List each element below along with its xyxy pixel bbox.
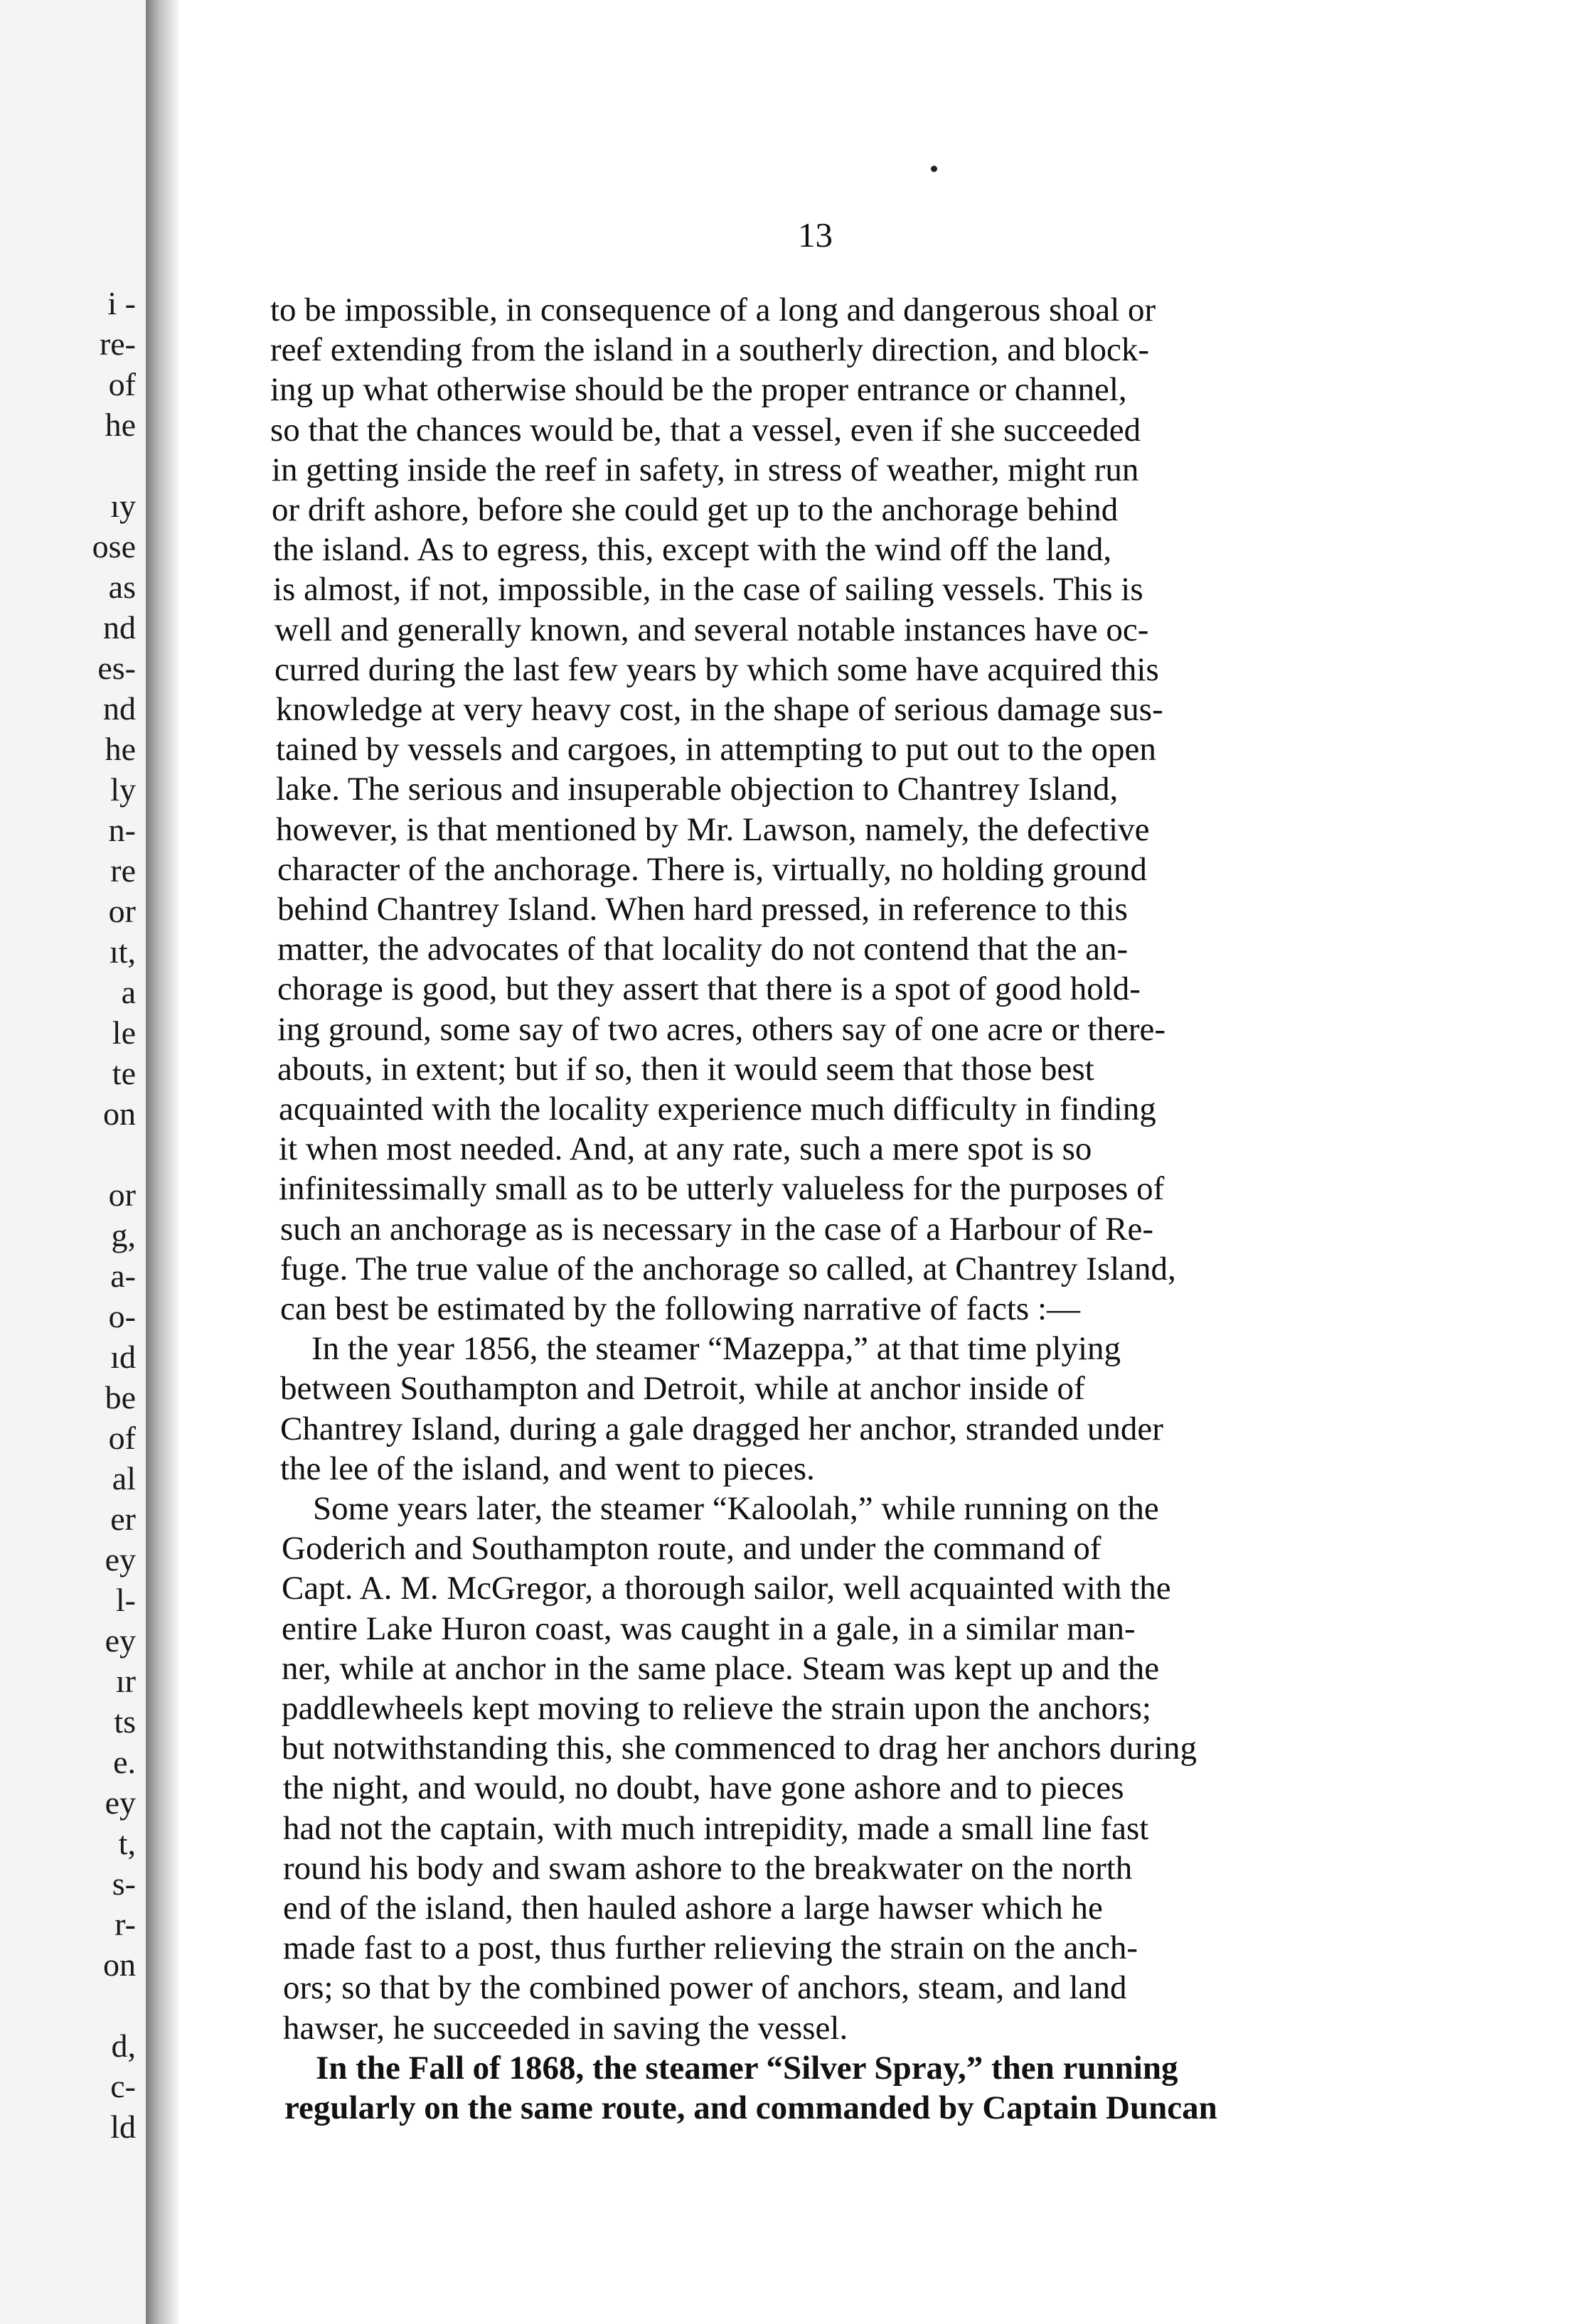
- text-line: in getting inside the reef in safety, in stress of weather, might run: [272, 451, 1139, 488]
- facing-page-fragment: l-: [115, 1582, 136, 1618]
- text-line: In the Fall of 1868, the steamer “Silver Spray,” then running: [316, 2050, 1178, 2087]
- text-line: curred during the last few years by which some have acquired this: [274, 651, 1159, 688]
- text-line: Chantrey Island, during a gale dragged her anchor, stranded under: [280, 1410, 1163, 1447]
- facing-page-edge: [0, 0, 146, 2324]
- text-line: infinitessimally small as to be utterly valueless for the purposes of: [279, 1170, 1165, 1207]
- text-line: well and generally known, and several notable instances have oc-: [274, 611, 1149, 648]
- text-line: matter, the advocates of that locality do not contend that the an-: [277, 931, 1129, 968]
- text-line: behind Chantrey Island. When hard pressed, in reference to this: [277, 891, 1128, 928]
- facing-page-fragment: or: [108, 893, 136, 929]
- facing-page-fragment: s-: [112, 1865, 136, 1902]
- facing-page-fragment: ır: [115, 1663, 136, 1699]
- facing-page-fragment: he: [105, 407, 136, 443]
- facing-page-fragment: c-: [110, 2068, 136, 2104]
- text-line: the lee of the island, and went to pieces.: [280, 1450, 815, 1487]
- text-line: tained by vessels and cargoes, in attempting to put out to the open: [276, 731, 1156, 768]
- facing-page-fragment: of: [108, 1420, 136, 1456]
- facing-page-fragment: of: [108, 366, 136, 402]
- text-line: end of the island, then hauled ashore a large hawser which he: [283, 1890, 1103, 1927]
- facing-page-fragment: he: [105, 731, 136, 767]
- facing-page-fragment: re-: [99, 326, 136, 362]
- facing-page-fragment: or: [108, 1177, 136, 1213]
- facing-page-fragment: ly: [110, 771, 136, 808]
- text-line: reef extending from the island in a southerly direction, and block-: [270, 331, 1149, 368]
- text-line: acquainted with the locality experience much difficulty in finding: [279, 1091, 1156, 1128]
- facing-page-fragment: ıd: [110, 1339, 136, 1375]
- facing-page-fragment: ey: [105, 1622, 136, 1659]
- facing-page-fragment: e.: [113, 1744, 136, 1780]
- text-line: is almost, if not, impossible, in the case of sailing vessels. This is: [273, 571, 1143, 608]
- text-line: entire Lake Huron coast, was caught in a gale, in a similar man-: [282, 1610, 1136, 1647]
- text-line: ing ground, some say of two acres, others say of one acre or there-: [277, 1011, 1165, 1048]
- facing-page-fragment: [92, 1985, 136, 2025]
- text-line: paddlewheels kept moving to relieve the strain upon the anchors;: [282, 1690, 1151, 1727]
- facing-page-fragment: nd: [103, 609, 136, 646]
- book-gutter-shadow: [146, 0, 178, 2324]
- text-line: can best be estimated by the following narrative of facts :—: [280, 1290, 1081, 1327]
- text-line: between Southampton and Detroit, while at anchor inside of: [280, 1370, 1085, 1407]
- facing-page-fragment: te: [112, 1055, 136, 1091]
- text-line: Capt. A. M. McGregor, a thorough sailor, well acquainted with the: [282, 1570, 1171, 1607]
- facing-page-fragment: t,: [118, 1825, 136, 1861]
- facing-page-fragment: [92, 1134, 136, 1174]
- page-number: 13: [798, 215, 833, 255]
- text-line: character of the anchorage. There is, virtually, no holding ground: [277, 851, 1147, 888]
- facing-page-fragment: o-: [108, 1298, 136, 1334]
- text-line: had not the captain, with much intrepidity, made a small line fast: [283, 1810, 1149, 1847]
- facing-page-fragment: re: [110, 852, 136, 889]
- text-line: made fast to a post, thus further relieving the strain on the anch-: [283, 1929, 1138, 1966]
- text-line: In the year 1856, the steamer “Mazeppa,” at that time plying: [311, 1330, 1121, 1367]
- facing-page-fragment: g,: [111, 1217, 136, 1253]
- facing-page-fragment: ose: [92, 528, 136, 564]
- text-line: to be impossible, in consequence of a long and dangerous shoal or: [270, 291, 1156, 328]
- facing-page-fragment: d,: [111, 2028, 136, 2064]
- text-line: so that the chances would be, that a vessel, even if she succeeded: [270, 412, 1141, 449]
- facing-page-fragment: n-: [108, 812, 136, 848]
- text-line: knowledge at very heavy cost, in the shape of serious damage sus-: [276, 691, 1163, 728]
- print-speck: [931, 166, 937, 172]
- facing-page-fragment: ts: [114, 1703, 136, 1740]
- facing-page-fragment: ld: [110, 2109, 136, 2145]
- facing-page-fragment: r-: [114, 1906, 136, 1942]
- facing-page-fragment: [92, 445, 136, 486]
- facing-page-fragment: on: [103, 1096, 136, 1132]
- facing-page-fragment: ey: [105, 1784, 136, 1821]
- facing-page-fragment: ey: [105, 1541, 136, 1578]
- facing-page-fragment: es-: [97, 650, 136, 686]
- facing-page-fragment: on: [103, 1947, 136, 1983]
- facing-page-fragment: al: [112, 1460, 136, 1496]
- text-line: abouts, in extent; but if so, then it would seem that those best: [277, 1051, 1094, 1088]
- text-line: however, is that mentioned by Mr. Lawson, namely, the defective: [276, 811, 1150, 848]
- facing-page-fragment: le: [112, 1014, 136, 1051]
- facing-page-fragment: as: [108, 569, 136, 605]
- text-line: but notwithstanding this, she commenced to drag her anchors during: [282, 1730, 1197, 1767]
- text-line: such an anchorage as is necessary in the case of a Harbour of Re-: [280, 1211, 1154, 1248]
- facing-page-fragment: ıy: [110, 488, 136, 524]
- facing-page-fragment: i -: [107, 285, 136, 321]
- facing-page-fragment: er: [110, 1501, 136, 1537]
- facing-page-fragment: a-: [110, 1258, 136, 1294]
- text-line: ing up what otherwise should be the proper entrance or channel,: [270, 371, 1127, 408]
- text-line: regularly on the same route, and commanded by Captain Duncan: [284, 2089, 1217, 2126]
- text-line: fuge. The true value of the anchorage so called, at Chantrey Island,: [280, 1251, 1176, 1287]
- facing-page-fragment: a: [121, 974, 136, 1010]
- facing-page-line-endings: [92, 283, 136, 2147]
- facing-page-fragment: be: [105, 1379, 136, 1415]
- text-line: the island. As to egress, this, except with the wind off the land,: [273, 531, 1112, 568]
- facing-page-fragment: ıt,: [109, 933, 136, 970]
- text-line: or drift ashore, before she could get up to the anchorage behind: [272, 491, 1119, 528]
- text-line: the night, and would, no doubt, have gone ashore and to pieces: [283, 1769, 1124, 1806]
- text-line: Goderich and Southampton route, and under the command of: [282, 1530, 1101, 1567]
- text-line: lake. The serious and insuperable objection to Chantrey Island,: [276, 771, 1119, 808]
- text-line: it when most needed. And, at any rate, such a mere spot is so: [279, 1130, 1092, 1167]
- text-line: chorage is good, but they assert that there is a spot of good hold-: [277, 970, 1141, 1007]
- text-line: hawser, he succeeded in saving the vessel.: [283, 2010, 848, 2047]
- text-line: round his body and swam ashore to the breakwater on the north: [283, 1850, 1133, 1887]
- text-line: ner, while at anchor in the same place. Steam was kept up and the: [282, 1650, 1160, 1687]
- facing-page-fragment: nd: [103, 690, 136, 727]
- text-line: ors; so that by the combined power of anchors, steam, and land: [283, 1969, 1127, 2006]
- text-line: Some years later, the steamer “Kaloolah,” while running on the: [313, 1490, 1159, 1527]
